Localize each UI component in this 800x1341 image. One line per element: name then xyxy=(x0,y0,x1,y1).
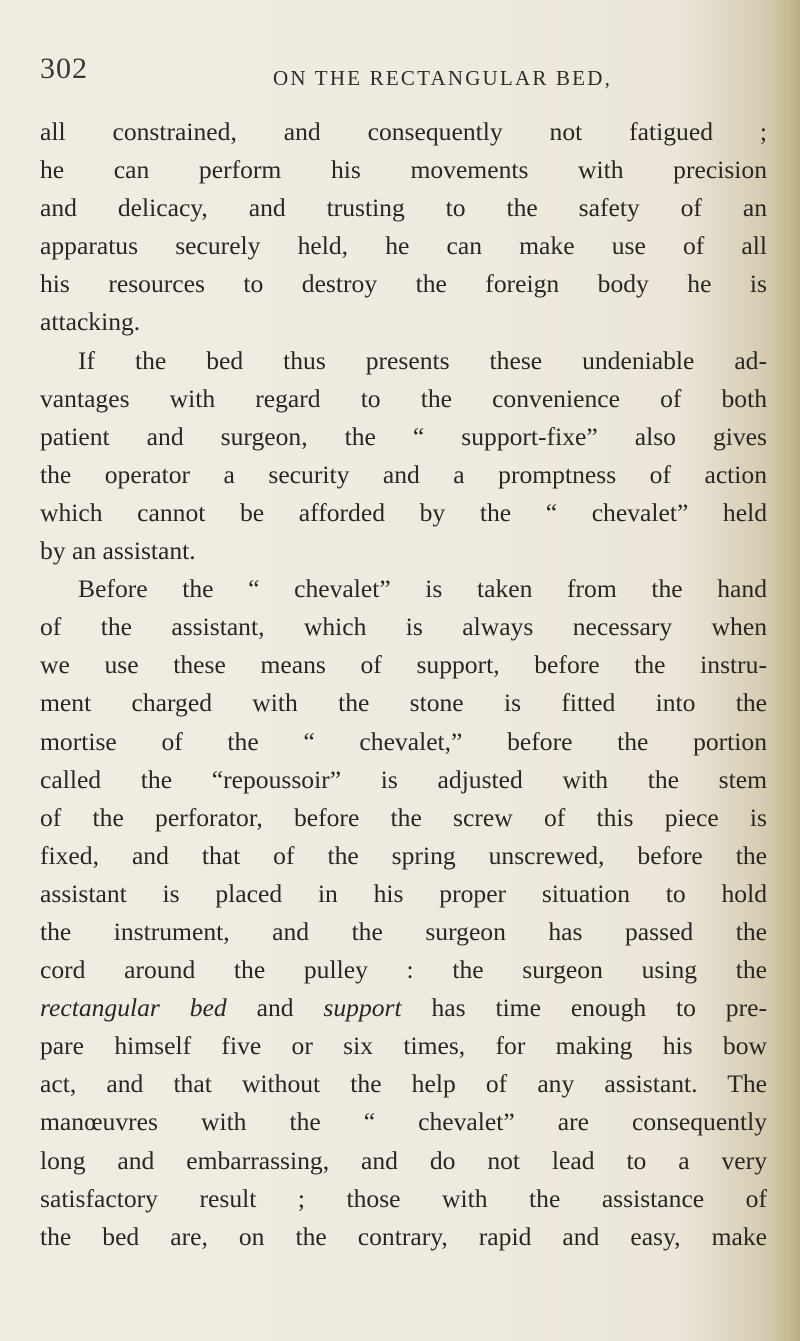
text-line: which cannot be afforded by the “ chevalet” held xyxy=(40,497,767,527)
text-line: patient and surgeon, the “ support-fixe” also gives xyxy=(40,421,767,451)
text-line: cord around the pulley : the surgeon using the xyxy=(40,955,767,985)
text-line: the instrument, and the surgeon has passed the xyxy=(40,916,767,946)
text-line: and delicacy, and trusting to the safety of an xyxy=(40,193,767,223)
running-head: ON THE RECTANGULAR BED, xyxy=(273,66,613,90)
text-line: the operator a security and a promptness of action xyxy=(40,459,767,489)
text-line: vantages with regard to the convenience of both xyxy=(40,383,767,413)
text-line: we use these means of support, before the instru- xyxy=(40,650,767,680)
text-line: attacking. xyxy=(40,307,141,337)
text-fragment: and xyxy=(226,993,324,1023)
text-line: his resources to destroy the foreign body he is xyxy=(40,269,767,299)
page-number: 302 xyxy=(40,52,88,85)
text-line: satisfactory result ; those with the assistance of xyxy=(40,1183,767,1213)
text-line: called the “repoussoir” is adjusted with the stem xyxy=(40,764,767,794)
italic-phrase: support xyxy=(323,993,402,1023)
text-line: mortise of the “ chevalet,” before the portion xyxy=(40,726,767,756)
text-line: ment charged with the stone is fitted into the xyxy=(40,688,767,718)
text-line: assistant is placed in his proper situation to hold xyxy=(40,878,767,908)
italic-phrase: rectangular bed xyxy=(40,993,227,1023)
paragraph-start-line: Before the “ chevalet” is taken from the hand xyxy=(78,574,767,604)
text-line-mixed xyxy=(40,989,767,1027)
page-edge-shadow xyxy=(774,0,800,1341)
text-line: of the perforator, before the screw of this piece is xyxy=(40,802,767,832)
paragraph-start-line: If the bed thus presents these undeniable ad- xyxy=(78,345,767,375)
text-line: he can perform his movements with precision xyxy=(40,155,767,185)
page-header xyxy=(40,52,800,106)
text-line: pare himself five or six times, for making his bow xyxy=(40,1031,767,1061)
text-fragment: has time enough to pre- xyxy=(401,993,767,1023)
text-line: long and embarrassing, and do not lead to a very xyxy=(40,1145,767,1175)
text-line: the bed are, on the contrary, rapid and easy, make xyxy=(40,1221,767,1251)
text-line: manœuvres with the “ chevalet” are consequently xyxy=(40,1107,767,1137)
text-line: act, and that without the help of any assistant. The xyxy=(40,1069,767,1099)
text-line: by an assistant. xyxy=(40,536,196,566)
text-line: fixed, and that of the spring unscrewed, before the xyxy=(40,840,767,870)
text-line: of the assistant, which is always necessary when xyxy=(40,612,767,642)
text-line: all constrained, and consequently not fatigued ; xyxy=(40,117,767,146)
text-line: apparatus securely held, he can make use of all xyxy=(40,231,767,261)
body-text xyxy=(40,113,767,1256)
